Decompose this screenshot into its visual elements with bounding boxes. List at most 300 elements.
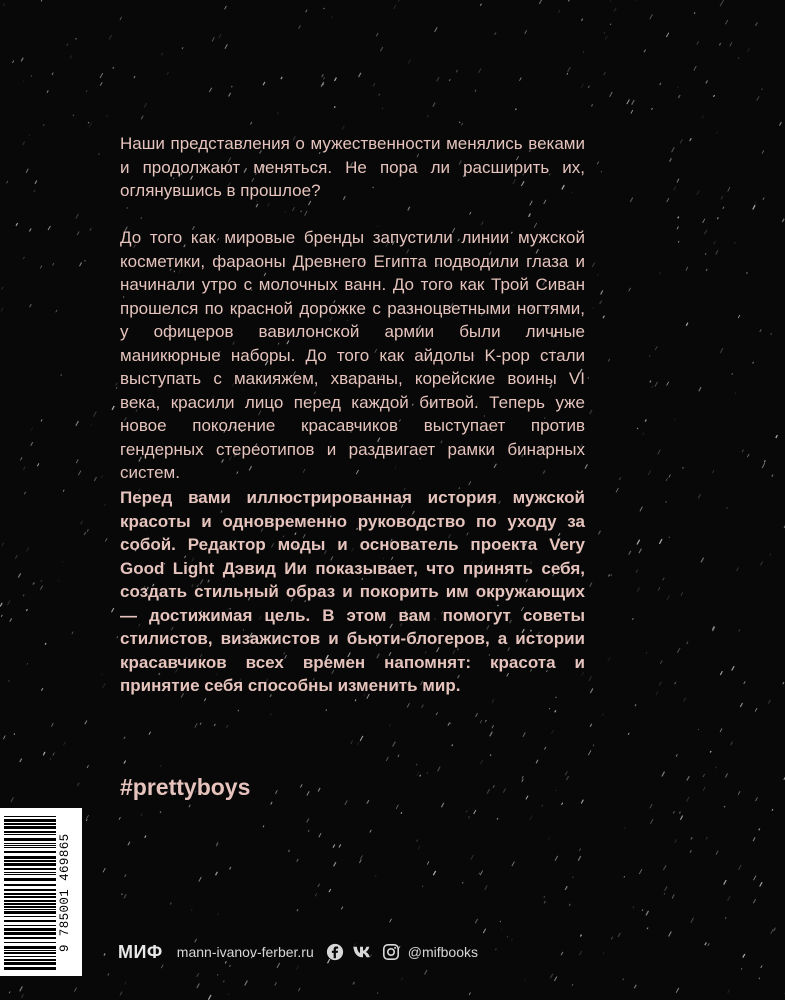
- star-streak: [637, 428, 638, 429]
- barcode-bar: [4, 838, 56, 841]
- star-streak: [552, 730, 554, 733]
- star-streak: [480, 871, 482, 875]
- barcode-bar: [4, 950, 56, 951]
- star-streak: [125, 874, 127, 877]
- star-streak: [70, 56, 72, 59]
- star-streak: [100, 82, 102, 86]
- star-streak: [342, 126, 344, 130]
- star-streak: [697, 190, 700, 195]
- star-streak: [58, 580, 59, 581]
- barcode-bar: [4, 847, 56, 848]
- star-streak: [305, 211, 308, 216]
- star-streak: [629, 288, 631, 291]
- star-streak: [525, 30, 527, 34]
- star-streak: [674, 186, 676, 190]
- star-streak: [427, 115, 428, 117]
- star-streak: [40, 265, 42, 268]
- barcode-bar: [4, 826, 56, 829]
- star-streak: [20, 986, 23, 991]
- star-streak: [8, 600, 11, 605]
- star-streak: [619, 477, 620, 480]
- star-streak: [245, 981, 248, 986]
- hashtag: #prettyboys: [120, 774, 251, 800]
- star-streak: [601, 171, 602, 172]
- star-streak: [706, 837, 707, 839]
- highlight-paragraph: Перед вами иллюстрированная история мужской красоты и одновременно руководство по уходу за собой. Редактор моды и основатель проекта Very Good Light Дэвид Ии показывает, что принять себя, создать стильный образ и покорить им окружающих — достижимая цель. В этом вам помогут советы стилистов, визажистов и бьюти-блогеров, а истории красавчиков всех времен напомнят: красота и принятие себя способны изменить мир.: [120, 488, 585, 695]
- star-streak: [590, 724, 592, 727]
- star-streak: [204, 698, 205, 701]
- star-streak: [456, 70, 458, 73]
- star-streak: [581, 19, 582, 21]
- star-streak: [275, 790, 277, 794]
- star-streak: [76, 38, 77, 39]
- star-streak: [105, 538, 107, 541]
- star-streak: [323, 77, 324, 79]
- star-streak: [776, 435, 778, 438]
- star-streak: [717, 217, 718, 219]
- star-streak: [665, 886, 668, 891]
- star-streak: [86, 90, 87, 92]
- star-streak: [103, 868, 105, 872]
- star-streak: [24, 492, 25, 494]
- star-streak: [639, 549, 642, 554]
- star-streak: [598, 531, 600, 535]
- star-streak: [544, 747, 546, 750]
- facebook-icon[interactable]: [326, 943, 344, 961]
- star-streak: [675, 839, 677, 842]
- star-streak: [401, 812, 402, 814]
- star-streak: [677, 179, 679, 183]
- star-streak: [367, 800, 369, 804]
- star-streak: [676, 988, 679, 993]
- star-streak: [652, 108, 653, 110]
- star-streak: [307, 819, 309, 823]
- star-streak: [604, 72, 606, 75]
- star-streak: [706, 80, 708, 83]
- star-streak: [624, 876, 625, 878]
- star-streak: [199, 877, 202, 882]
- barcode-bar: [4, 900, 56, 902]
- star-streak: [591, 104, 592, 107]
- star-streak: [703, 774, 705, 777]
- instagram-icon[interactable]: [382, 943, 400, 961]
- star-streak: [449, 79, 450, 81]
- star-streak: [698, 494, 700, 498]
- star-streak: [212, 37, 214, 41]
- star-streak: [640, 507, 643, 512]
- star-streak: [687, 797, 690, 802]
- star-streak: [646, 911, 649, 916]
- star-streak: [76, 214, 79, 219]
- star-streak: [735, 242, 736, 243]
- star-streak: [9, 680, 10, 681]
- star-streak: [666, 501, 667, 503]
- star-streak: [475, 919, 477, 923]
- star-streak: [605, 36, 607, 40]
- star-streak: [78, 471, 81, 476]
- star-streak: [635, 704, 636, 706]
- star-streak: [217, 913, 218, 916]
- star-streak: [637, 540, 640, 545]
- star-streak: [373, 83, 375, 86]
- star-streak: [124, 894, 126, 898]
- star-streak: [771, 333, 772, 335]
- star-streak: [706, 269, 707, 271]
- star-streak: [161, 53, 162, 56]
- star-streak: [561, 952, 563, 955]
- star-streak: [47, 90, 48, 92]
- star-streak: [687, 642, 688, 645]
- star-streak: [11, 797, 14, 802]
- star-streak: [637, 588, 639, 592]
- star-streak: [40, 586, 42, 590]
- star-streak: [603, 952, 604, 953]
- barcode-bar: [4, 956, 56, 957]
- star-streak: [124, 761, 126, 764]
- star-streak: [427, 772, 428, 774]
- star-streak: [526, 796, 528, 800]
- star-streak: [292, 207, 294, 211]
- star-streak: [762, 150, 764, 153]
- star-streak: [89, 123, 92, 128]
- star-streak: [2, 287, 4, 290]
- star-streak: [702, 115, 704, 118]
- star-streak: [774, 928, 776, 931]
- star-streak: [680, 816, 682, 820]
- star-streak: [757, 96, 759, 100]
- star-streak: [407, 703, 409, 707]
- star-streak: [230, 965, 231, 966]
- star-streak: [10, 618, 12, 621]
- barcode-bar: [4, 834, 56, 835]
- star-streak: [376, 33, 378, 37]
- star-streak: [116, 383, 118, 386]
- star-streak: [34, 190, 35, 192]
- star-streak: [3, 736, 5, 740]
- star-streak: [724, 806, 725, 808]
- star-streak: [102, 674, 103, 675]
- star-streak: [725, 773, 727, 777]
- star-streak: [141, 814, 143, 817]
- star-streak: [485, 886, 487, 890]
- star-streak: [127, 207, 128, 208]
- star-streak: [308, 830, 309, 832]
- star-streak: [770, 553, 771, 555]
- star-streak: [418, 846, 420, 850]
- star-streak: [437, 77, 439, 81]
- star-streak: [81, 521, 83, 525]
- star-streak: [738, 315, 740, 318]
- star-streak: [119, 817, 120, 820]
- star-streak: [554, 977, 556, 981]
- star-streak: [650, 14, 653, 19]
- star-streak: [334, 106, 335, 108]
- star-streak: [480, 4, 481, 6]
- star-streak: [335, 78, 337, 81]
- star-streak: [109, 35, 112, 40]
- star-streak: [636, 570, 638, 573]
- star-streak: [41, 0, 43, 2]
- star-streak: [690, 850, 691, 853]
- barcode-bar: [4, 856, 56, 859]
- barcode-bar: [4, 823, 56, 825]
- star-streak: [544, 901, 545, 903]
- star-streak: [753, 205, 755, 209]
- star-streak: [23, 467, 25, 470]
- star-streak: [589, 676, 591, 681]
- star-streak: [359, 73, 361, 77]
- star-streak: [396, 805, 398, 809]
- star-streak: [719, 43, 720, 45]
- star-streak: [783, 682, 784, 684]
- star-streak: [120, 17, 122, 20]
- star-streak: [474, 810, 476, 814]
- star-streak: [658, 450, 661, 455]
- star-streak: [742, 450, 743, 453]
- star-streak: [610, 24, 611, 25]
- star-streak: [672, 895, 674, 899]
- star-streak: [675, 682, 676, 684]
- barcode-bar: [4, 889, 56, 891]
- star-streak: [710, 751, 711, 753]
- star-streak: [618, 933, 620, 937]
- star-streak: [67, 44, 68, 46]
- star-streak: [667, 198, 669, 202]
- star-streak: [761, 562, 763, 566]
- star-streak: [663, 865, 666, 870]
- star-streak: [200, 723, 201, 725]
- star-streak: [485, 720, 486, 722]
- barcode-bar: [4, 962, 56, 965]
- star-streak: [590, 410, 592, 414]
- star-streak: [441, 803, 443, 807]
- star-streak: [357, 742, 359, 746]
- star-streak: [141, 217, 142, 219]
- star-streak: [15, 555, 17, 559]
- barcode-bar: [4, 928, 56, 931]
- star-streak: [353, 982, 354, 985]
- star-streak: [677, 87, 678, 89]
- star-streak: [629, 551, 631, 555]
- star-streak: [1, 308, 3, 312]
- star-streak: [208, 995, 211, 1000]
- star-streak: [26, 609, 27, 611]
- star-streak: [91, 425, 92, 426]
- history-paragraph: До того как мировые бренды запустили линии мужской косметики, фараоны Древнего Египта подводили глаза и начинали утро с молочных ванн. До того как Трой Сиван прошелся по красной дорожке с разноцветными ногтями, у офицеров вавилонской армии были личные маникюрные наборы. До того как айдолы K-pop стали выступать с макияжем, хвараны, корейские воины VI века, красили лицо перед каждой битвой. Теперь уже новое поколение красавчиков выступает против гендерных стереотипов и раздвигает рамки бинарных систем.: [120, 228, 585, 482]
- barcode-bar: [4, 863, 56, 866]
- star-streak: [679, 812, 680, 814]
- star-streak: [90, 228, 91, 231]
- star-streak: [632, 619, 633, 620]
- star-streak: [117, 636, 118, 638]
- star-streak: [189, 805, 190, 808]
- star-streak: [394, 5, 396, 9]
- star-streak: [53, 753, 55, 756]
- star-streak: [256, 204, 258, 207]
- star-streak: [393, 742, 396, 747]
- star-streak: [318, 884, 320, 887]
- star-streak: [85, 260, 86, 261]
- star-streak: [51, 723, 53, 727]
- star-streak: [329, 889, 331, 892]
- star-streak: [149, 732, 151, 735]
- vk-icon[interactable]: [352, 945, 374, 959]
- star-streak: [756, 797, 758, 801]
- star-streak: [590, 688, 593, 693]
- star-streak: [112, 406, 114, 410]
- barcode-bar: [4, 920, 56, 922]
- star-streak: [643, 433, 644, 435]
- star-streak: [76, 421, 79, 426]
- star-streak: [660, 83, 661, 85]
- star-streak: [319, 833, 321, 837]
- star-streak: [466, 811, 467, 813]
- star-streak: [197, 983, 200, 988]
- star-streak: [35, 181, 37, 184]
- star-streak: [610, 0, 613, 2]
- star-streak: [216, 872, 218, 876]
- star-streak: [634, 985, 636, 989]
- star-streak: [288, 850, 289, 852]
- star-streak: [16, 223, 18, 226]
- star-streak: [301, 211, 302, 213]
- star-streak: [64, 742, 66, 745]
- star-streak: [425, 970, 428, 975]
- star-streak: [705, 230, 707, 234]
- star-streak: [108, 974, 109, 976]
- star-streak: [609, 574, 610, 576]
- star-streak: [351, 741, 353, 745]
- star-streak: [345, 800, 348, 805]
- star-streak: [20, 457, 22, 460]
- barcode-bar: [4, 845, 56, 846]
- star-streak: [471, 855, 474, 860]
- star-streak: [614, 8, 616, 12]
- star-streak: [80, 262, 82, 266]
- star-streak: [23, 257, 24, 259]
- star-streak: [670, 158, 672, 161]
- barcode-bar: [4, 860, 56, 862]
- star-streak: [602, 713, 604, 716]
- star-streak: [662, 772, 665, 777]
- star-streak: [753, 899, 755, 903]
- star-streak: [86, 819, 87, 821]
- star-streak: [26, 169, 28, 173]
- star-streak: [772, 809, 773, 811]
- star-streak: [694, 66, 697, 71]
- star-streak: [436, 712, 438, 715]
- star-streak: [225, 44, 228, 49]
- star-streak: [747, 272, 748, 273]
- star-streak: [1, 615, 2, 617]
- star-streak: [271, 802, 272, 805]
- star-streak: [578, 856, 581, 861]
- star-streak: [713, 470, 714, 473]
- star-streak: [687, 776, 689, 780]
- star-streak: [9, 992, 10, 994]
- star-streak: [728, 896, 731, 901]
- star-streak: [739, 865, 742, 870]
- star-streak: [128, 842, 130, 846]
- star-streak: [370, 830, 372, 833]
- star-streak: [495, 32, 497, 35]
- star-streak: [334, 862, 336, 866]
- star-streak: [753, 837, 755, 841]
- barcode-bar: [4, 911, 56, 914]
- social-handle[interactable]: @mifbooks: [407, 944, 478, 960]
- star-streak: [398, 755, 399, 757]
- star-streak: [502, 929, 503, 930]
- star-streak: [23, 142, 25, 146]
- star-streak: [417, 840, 418, 842]
- star-streak: [686, 267, 688, 271]
- star-streak: [161, 965, 163, 969]
- star-streak: [76, 459, 78, 463]
- star-streak: [644, 50, 646, 53]
- star-streak: [503, 788, 505, 792]
- star-streak: [739, 630, 740, 632]
- intro-paragraph: Наши представления о мужественности менялись веками и продолжают меняться. Не пора ли расширить их, оглянувшись в прошлое?: [120, 134, 585, 200]
- star-streak: [74, 988, 76, 992]
- star-streak: [326, 709, 327, 711]
- star-streak: [762, 463, 765, 468]
- star-streak: [492, 725, 494, 728]
- barcode-bar: [4, 874, 56, 875]
- website-link[interactable]: mann-ivanov-ferber.ru: [176, 944, 314, 960]
- isbn-number: 9 785001 469865: [58, 833, 72, 953]
- star-streak: [145, 836, 146, 838]
- star-streak: [544, 896, 545, 898]
- barcode-bar: [4, 906, 56, 908]
- star-streak: [771, 929, 774, 934]
- star-streak: [611, 937, 613, 940]
- barcode-bar: [4, 831, 56, 833]
- star-streak: [141, 116, 143, 120]
- star-streak: [427, 861, 429, 864]
- star-streak: [238, 710, 239, 712]
- star-streak: [29, 135, 30, 136]
- star-streak: [523, 732, 525, 736]
- star-streak: [760, 882, 762, 886]
- star-streak: [463, 882, 464, 883]
- star-streak: [737, 568, 739, 572]
- star-streak: [422, 705, 424, 708]
- barcode-bar: [4, 909, 56, 910]
- star-streak: [226, 725, 228, 728]
- star-streak: [720, 348, 723, 353]
- star-streak: [588, 86, 589, 88]
- star-streak: [490, 732, 493, 737]
- star-streak: [318, 788, 320, 792]
- star-streak: [379, 94, 380, 96]
- star-streak: [21, 58, 23, 62]
- star-streak: [122, 894, 123, 895]
- star-streak: [27, 663, 28, 664]
- star-streak: [728, 990, 730, 994]
- star-streak: [297, 909, 298, 911]
- star-streak: [542, 805, 543, 807]
- star-streak: [106, 114, 107, 117]
- star-streak: [652, 386, 653, 388]
- star-streak: [616, 488, 618, 492]
- star-streak: [422, 886, 423, 888]
- star-streak: [63, 490, 64, 492]
- star-streak: [740, 703, 742, 707]
- star-streak: [608, 359, 610, 362]
- star-streak: [743, 954, 745, 958]
- star-streak: [85, 721, 87, 725]
- star-streak: [73, 115, 74, 116]
